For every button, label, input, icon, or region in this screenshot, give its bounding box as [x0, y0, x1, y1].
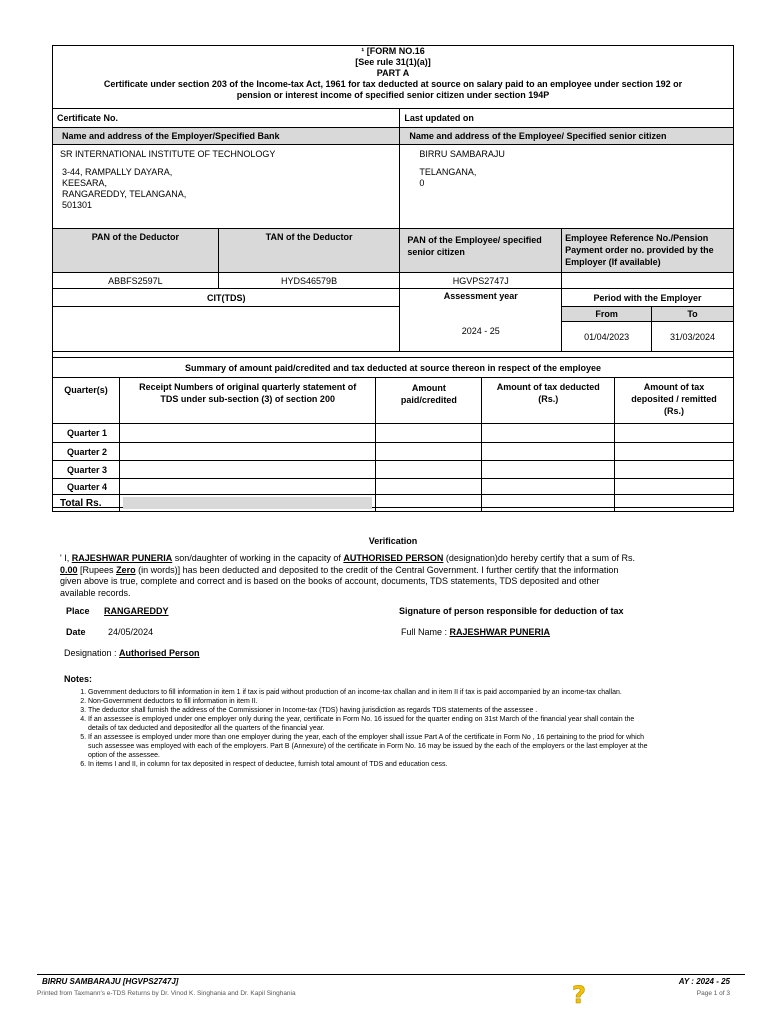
pan-employee-value: HGVPS2747J [452, 275, 509, 286]
employee-ref-value-cell [562, 273, 734, 289]
table-cell [482, 443, 615, 461]
cit-value-cell [53, 307, 400, 352]
tan-deductor-label-cell [218, 229, 400, 273]
note-item: 3. The deductor shall furnish the address of the Commissioner in Income-tax (TDS) having jurisdiction as regards TDS statements of the assessee . [88, 706, 649, 715]
employee-address-cell [400, 163, 734, 229]
period-label: Period with the Employer [593, 292, 702, 303]
table-cell [376, 461, 482, 479]
verification-line-3: given above is true, complete and correct and is based on the books of account, documents, TDS statements, TDS deposited and other [60, 576, 600, 586]
table-cell [482, 461, 615, 479]
verification-text-part: [Rupees [77, 564, 117, 575]
certificate-title-line2: pension or interest income of specified senior citizen under section 194P [236, 90, 550, 100]
table-row-label [53, 424, 120, 443]
footer-employee: BIRRU SAMBARAJU [HGVPS2747J] [42, 977, 179, 986]
summary-header-tax-deposited [615, 378, 734, 424]
summary-header-amount-paid-text: Amount paid/credited [400, 383, 457, 405]
verifier-name: RAJESHWAR PUNERIA [71, 553, 173, 563]
period-to-label: To [687, 309, 698, 319]
employee-name: BIRRU SAMBARAJU [419, 148, 505, 159]
date-label: Date [66, 627, 86, 637]
quarter-label: Quarter 1 [67, 428, 108, 438]
footer-printed-by: Printed from Taxmann's e-TDS Returns by Dr. Vinod K. Singhania and Dr. Kapil Singhania [37, 990, 296, 997]
employee-ref-label: Employee Reference No./Pension Payment order no. provided by the Employer (If available) [565, 233, 714, 267]
tds-summary-table [52, 357, 734, 512]
notes-list [64, 688, 649, 769]
table-cell [376, 495, 482, 512]
table-cell [376, 443, 482, 461]
table-cell [119, 461, 375, 479]
total-label: Total Rs. [60, 497, 102, 509]
notes-title: Notes: [64, 674, 93, 684]
employee-address-line: TELANGANA, [419, 166, 477, 177]
note-item: 2. Non-Government deductors to fill information in item II. [88, 697, 649, 706]
form-part: PART A [376, 68, 410, 78]
place-value: RANGAREDDY [104, 606, 169, 616]
quarter-label: Quarter 3 [67, 464, 108, 475]
employer-address-cell [53, 163, 400, 229]
verification-text-part: ' I, [60, 553, 72, 563]
summary-header-tax-deposited-text: Amount of tax deposited / remitted (Rs.) [631, 382, 717, 416]
summary-header-tax-deducted-text: Amount of tax deducted (Rs.) [496, 382, 600, 404]
total-shaded-box [123, 497, 372, 509]
verification-title: Verification [368, 536, 418, 546]
footer-page-number: Page 1 of 3 [696, 990, 730, 997]
table-cell [482, 479, 615, 495]
pan-deductor-value: ABBFS2597L [108, 275, 163, 286]
employer-label: Name and address of the Employer/Specified Bank [62, 131, 280, 141]
employee-address-line: 0 [419, 177, 425, 188]
full-name-value: RAJESHWAR PUNERIA [449, 627, 551, 637]
verification-line-1 [60, 553, 720, 565]
place-row [66, 606, 169, 616]
note-item: 4. If an assessee is employed under one employer only during the year, certificate in Form No. 16 issued for the quarter ending on 31st March of the financial year shall contain the details of tax deducted and depositedfor all the quarters of the financial year. [88, 715, 649, 733]
verification-text-part: (in words)] has been deducted and deposited to the credit of the Central Government. I further certify that the information [135, 564, 619, 575]
table-cell [119, 424, 375, 443]
period-label-cell [562, 289, 734, 307]
employer-name-cell [53, 145, 400, 163]
verification-line-2 [60, 565, 720, 577]
summary-header-receipt [119, 378, 375, 424]
period-from-value: 01/04/2023 [584, 331, 630, 342]
table-cell [615, 461, 734, 479]
pan-deductor-value-cell [53, 273, 219, 289]
quarter-label: Quarter 2 [67, 446, 108, 457]
employer-address-line: RANGAREDDY, TELANGANA, [62, 188, 187, 199]
cit-label: CIT(TDS) [206, 292, 246, 303]
question-mark-logo-svg [568, 981, 590, 1009]
employer-employee-table [52, 108, 734, 352]
pan-deductor-label-cell [53, 229, 219, 273]
place-label: Place [66, 606, 90, 616]
table-cell [615, 495, 734, 512]
footer-rule [37, 974, 745, 975]
table-cell [482, 495, 615, 512]
summary-header-tax-deducted [482, 378, 615, 424]
employer-name: SR INTERNATIONAL INSTITUTE OF TECHNOLOGY [60, 148, 276, 159]
employer-address-line: 501301 [62, 199, 93, 210]
table-cell [119, 479, 375, 495]
total-row-label [53, 495, 120, 512]
assessment-year-label: Assessment year [443, 291, 518, 301]
pan-employee-value-cell [400, 273, 562, 289]
table-row-label [53, 443, 120, 461]
pan-employee-label-cell [400, 229, 562, 273]
pan-deductor-label: PAN of the Deductor [91, 232, 180, 242]
signature-label: Signature of person responsible for deduction of tax [399, 606, 624, 616]
summary-header-quarter [53, 378, 120, 424]
designation-label: Designation : [64, 648, 120, 658]
summary-header-quarter-text: Quarter(s) [64, 385, 108, 395]
employee-label-cell [400, 128, 734, 145]
summary-header-receipt-text: Receipt Numbers of original quarterly statement of TDS under sub-section (3) of section 200 [139, 382, 357, 404]
svg-text:?: ? [572, 981, 586, 1009]
employee-ref-label-cell [562, 229, 734, 273]
table-cell [615, 424, 734, 443]
assessment-year-cell [400, 289, 562, 352]
full-name-row [401, 627, 550, 637]
certified-amount-words: Zero [116, 564, 136, 575]
period-to-value-cell [652, 322, 734, 352]
employee-label: Name and address of the Employee/ Specified senior citizen [409, 131, 667, 141]
table-cell [376, 424, 482, 443]
certificate-title-line1: Certificate under section 203 of the Income-tax Act, 1961 for tax deducted at source on salary paid to an employee under section 192 or [103, 79, 683, 89]
summary-header-amount-paid [376, 378, 482, 424]
table-cell [376, 479, 482, 495]
certificate-no-label: Certificate No. [57, 113, 119, 123]
employee-name-cell [400, 145, 734, 163]
verification-line-4: available records. [60, 587, 131, 598]
pan-employee-label: PAN of the Employee/ specified senior citizen [407, 235, 542, 257]
certificate-no-cell [53, 109, 400, 128]
last-updated-cell [400, 109, 734, 128]
verification-text-part: son/daughter of working in the capacity of [172, 553, 344, 563]
footer-assessment-year: AY : 2024 - 25 [678, 977, 730, 986]
period-to-value: 31/03/2024 [669, 331, 716, 342]
note-item: 6. In items I and II, in column for tax deposited in respect of deductee, furnish total amount of TDS and education cess. [88, 760, 649, 769]
form-rule: [See rule 31(1)(a)] [355, 57, 431, 67]
verification-text [60, 553, 720, 599]
table-cell [615, 443, 734, 461]
note-item: 1. Government deductors to fill information in item 1 if tax is paid without production of an income-tax challan and in item II if tax is paid accompanied by an income-tax challan. [88, 688, 649, 697]
period-from-label-cell [562, 307, 652, 322]
note-item: 5. If an assessee is employed under more than one employer during the year, each of the employer shall issue Part A of the certificate in Form No , 16 pertaining to the priod for which such assessee was employed with each of the employers. Part B (Annexure) of the certificate in Form No. 16 may be issued by the each of the employers or the last employer at the option of the assessee. [88, 733, 649, 760]
employer-label-cell [53, 128, 400, 145]
table-row-label [53, 461, 120, 479]
certified-amount: 0.00 [60, 564, 78, 575]
tan-deductor-value-cell [218, 273, 400, 289]
period-from-value-cell [562, 322, 652, 352]
table-cell [482, 424, 615, 443]
form-number: ¹ [FORM NO.16 [361, 46, 425, 56]
table-cell [615, 479, 734, 495]
tan-deductor-label: TAN of the Deductor [265, 232, 353, 242]
date-value: 24/05/2024 [108, 627, 154, 637]
assessment-year-value: 2024 - 25 [461, 326, 500, 336]
table-cell [119, 443, 375, 461]
full-name-label: Full Name : [401, 627, 450, 637]
period-from-label: From [595, 309, 618, 319]
verifier-designation: AUTHORISED PERSON [343, 553, 444, 563]
total-receipt-cell [119, 495, 375, 512]
summary-title: Summary of amount paid/credited and tax deducted at source thereon in respect of the employee [184, 362, 602, 373]
form-header [53, 46, 733, 101]
summary-title-cell [53, 358, 734, 378]
quarter-label: Quarter 4 [67, 481, 108, 492]
period-to-label-cell [652, 307, 734, 322]
designation-row [64, 648, 200, 658]
verification-text-part: (designation)do hereby certify that a sum of Rs. [443, 553, 635, 563]
employer-address-line: KEESARA, [62, 177, 108, 188]
cit-label-cell [53, 289, 400, 307]
designation-value: Authorised Person [119, 648, 200, 658]
table-row-label [53, 479, 120, 495]
last-updated-label: Last updated on [404, 113, 474, 123]
question-mark-logo-icon [568, 981, 590, 1009]
date-row [66, 627, 153, 637]
employer-address-line: 3-44, RAMPALLY DAYARA, [62, 166, 173, 177]
tan-deductor-value: HYDS46579B [281, 275, 338, 286]
